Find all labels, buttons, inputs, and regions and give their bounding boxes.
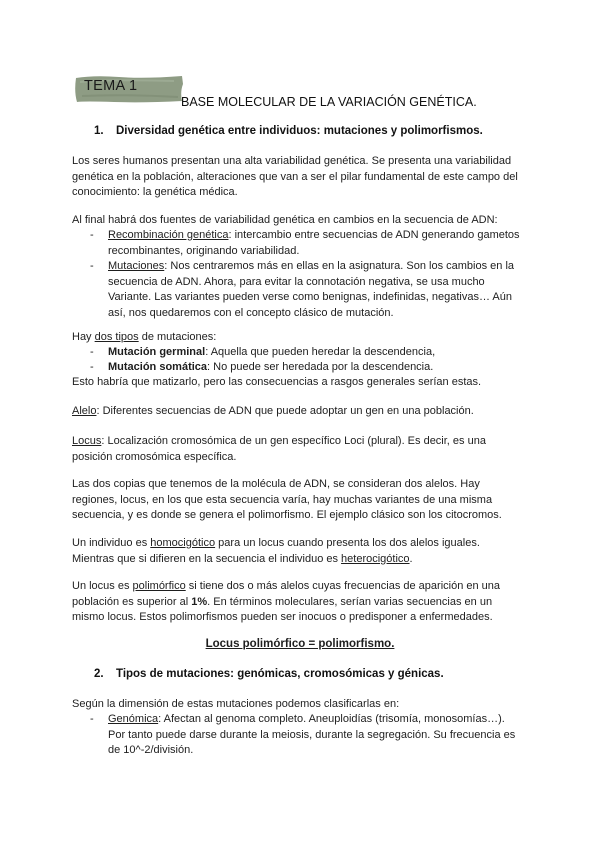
text-span: : No puede ser heredada por la descendencia. [207,361,434,373]
text-span: Un locus es [72,580,133,592]
locus-definition [72,434,486,465]
text-span: : Afectan al genoma completo. Aneuploidías (trisomía, monosomías…). [158,713,505,725]
text-span: . [409,552,413,565]
text-line: Los seres humanos presentan una alta variabilidad genética. Se presenta una variabilidad [72,155,512,167]
tipos-paragraph [72,330,216,346]
text-line: regiones, locus, en los que esta secuencia varía, hay muchas variantes de una misma [72,493,493,506]
text-line: secuencia de ADN. Ahora, para evitar la connotación negativa, se usa mucho [108,275,485,288]
text-span: población es superior al [72,595,192,608]
text-span: : Localización cromosómica de un gen específico Loci (plural). Es decir, es una [101,435,486,447]
term-mutacion-germinal: Mutación germinal [108,346,206,358]
text-line: posición cromosómica específica. [72,450,237,463]
list-item [90,259,540,321]
term-locus: Locus [72,435,102,447]
section-2-title: Tipos de mutaciones: genómicas, cromosómicas y génicas. [116,668,444,680]
term-recombinacion: Recombinación genética [108,229,229,241]
text-span: Mientras que si difieren en la secuencia el individuo es [72,552,342,565]
copias-paragraph [72,477,502,524]
term-dos-tipos: dos tipos [94,331,139,343]
text-line: mismo locus. Estos polimorfismos pueden ser inocuos o predisponer a enfermedades. [72,611,493,623]
list-item [90,228,530,259]
list-item [90,712,540,759]
text-line: genética en la población, alteraciones que van a ser el pilar fundamental de este campo del [72,170,518,183]
text-span: para un locus cuando presenta los dos alelos iguales. [215,537,480,549]
alelo-definition [72,404,474,420]
term-heterocigotico: heterocigótico [341,552,410,565]
bullet-dash: - [90,229,94,241]
list-item [90,360,433,376]
text-span: : Aquella que pueden heredar la descendencia, [205,346,436,358]
text-line: así, nos quedaremos con el concepto clásico de mutación. [108,306,394,319]
section-1-heading [94,125,483,137]
term-polimorfico: polimórfico [132,580,186,592]
bullet-dash: - [90,713,94,725]
tema-label: TEMA 1 [84,78,138,94]
text-line: Las dos copias que tenemos de la molécula de ADN, se consideran dos alelos. Hay [72,478,480,490]
polimorfico-paragraph [72,579,500,626]
text-span: Un individuo es [72,537,151,549]
term-mutacion-somatica: Mutación somática [108,361,208,373]
term-mutaciones: Mutaciones [108,260,165,272]
text-line: de 10^-2/división. [108,744,194,756]
intro-paragraph [72,154,518,201]
text-line: conocimiento: la genética médica. [72,186,238,198]
section-2-number: 2. [94,668,104,680]
term-homocigotico: homocigótico [150,537,216,549]
section-1-title: Diversidad genética entre individuos: mutaciones y polimorfismos. [116,125,483,137]
text-line: secuencia, y es donde se genera el polimorfismo. El ejemplo clásico son los citocromos. [72,509,502,521]
text-line: : Nos centraremos más en ellas en la asignatura. Son los cambios en la [164,260,514,272]
bullet-dash: - [90,346,94,358]
text-line: : intercambio entre secuencias de ADN generando gametos [228,229,520,241]
bullet-dash: - [90,361,94,373]
term-one-percent: 1% [191,595,208,608]
term-genomica: Genómica [108,713,159,725]
text-span: de mutaciones: [138,331,217,343]
dimension-paragraph: Según la dimensión de estas mutaciones podemos clasificarlas en: [72,698,400,710]
text-line: recombinantes, originando variabilidad. [108,244,300,257]
text-span: si tiene dos o más alelos cuyas frecuencias de aparición en una [185,580,501,592]
text-span: : Diferentes secuencias de ADN que puede adoptar un gen en una población. [96,405,474,417]
list-item [90,345,435,361]
section-1-number: 1. [94,125,104,137]
locus-polimorfismo-equation: Locus polimórfico = polimorfismo. [205,638,395,650]
text-line: Por tanto puede darse durante la meiosis, durante la segregación. Su frecuencia es [108,728,516,741]
text-span: . En términos moleculares, serían varias secuencias en un [207,595,493,608]
text-line: Variante. Las variantes pueden verse como benignas, indefinidas, negativas… Aún [108,291,512,303]
tipos-after: Esto habría que matizarlo, pero las consecuencias a rasgos generales serían estas. [72,376,482,388]
document-title: BASE MOLECULAR DE LA VARIACIÓN GENÉTICA. [181,95,477,109]
cigotico-paragraph [72,536,480,567]
fuentes-paragraph: Al final habrá dos fuentes de variabilidad genética en cambios en la secuencia de ADN: [72,214,498,226]
term-alelo: Alelo [72,405,97,417]
text-span: Hay [72,331,95,343]
section-2-heading [94,668,444,680]
bullet-dash: - [90,260,94,272]
